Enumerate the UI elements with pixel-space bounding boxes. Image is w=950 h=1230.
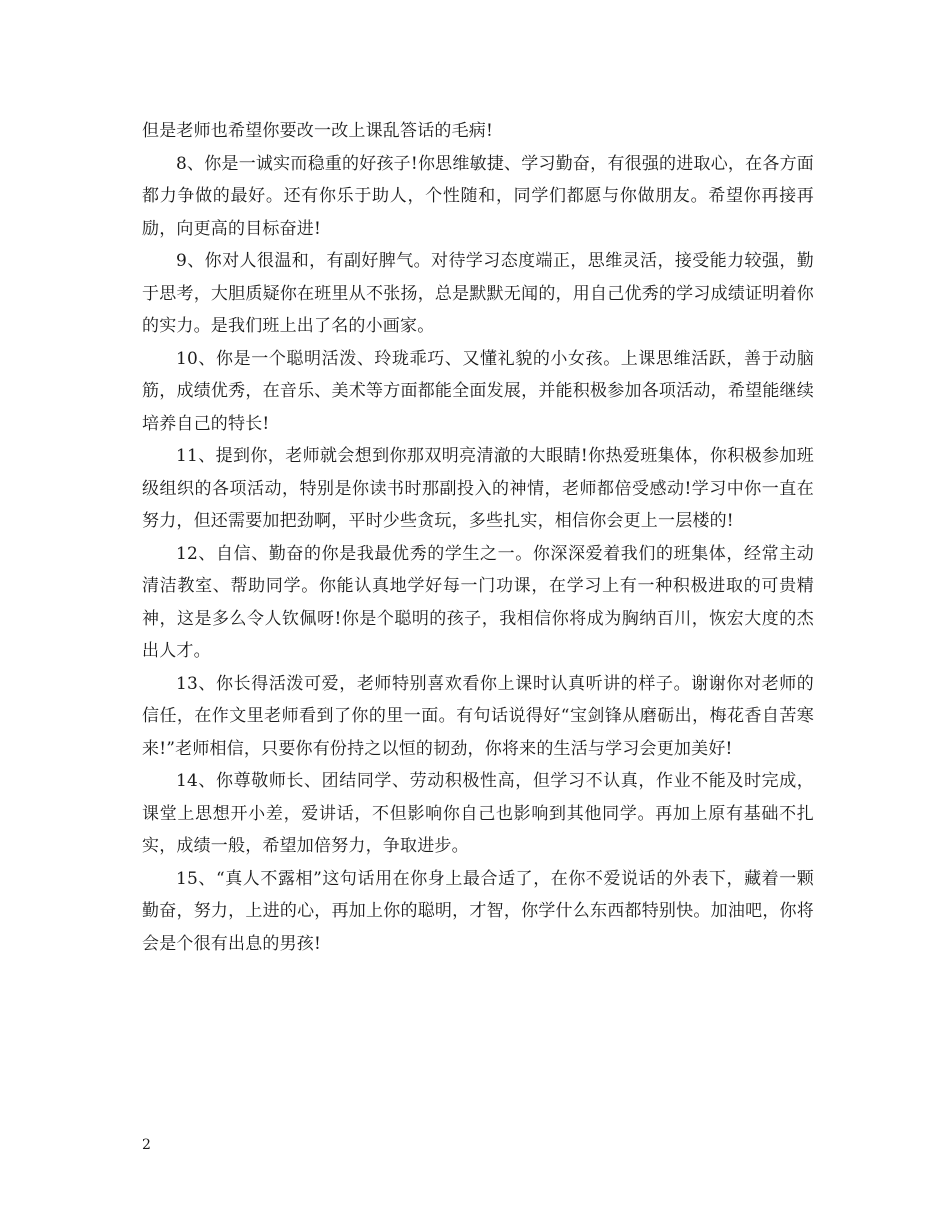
paragraph-comment-9: 9、你对人很温和，有副好脾气。对待学习态度端正，思维灵活，接受能力较强，勤于思考，大胆质疑你在班里从不张扬，总是默默无闻的，用自己优秀的学习成绩证明着你的实力。是我们班上出了名的小画家。 xyxy=(142,251,814,336)
paragraph-comment-13: 13、你长得活泼可爱，老师特别喜欢看你上课时认真听讲的样子。谢谢你对老师的信任，在作文里老师看到了你的里一面。有句话说得好“宝剑锋从磨砺出，梅花香自苦寒来!”老师相信，只要你有份持之以恒的韧劲，你将来的生活与学习会更加美好! xyxy=(142,673,814,759)
paragraph-comment-12: 12、自信、勤奋的你是我最优秀的学生之一。你深深爱着我们的班集体，经常主动清洁教室、帮助同学。你能认真地学好每一门功课，在学习上有一种积极进取的可贵精神，这是多么令人钦佩呀!你是个聪明的孩子，我相信你将成为胸纳百川，恢宏大度的杰出人才。 xyxy=(142,543,814,661)
paragraph-comment-8: 8、你是一诚实而稳重的好孩子!你思维敏捷、学习勤奋，有很强的进取心，在各方面都力争做的最好。还有你乐于助人，个性随和，同学们都愿与你做朋友。希望你再接再励，向更高的目标奋进! xyxy=(142,153,814,239)
paragraph-comment-11: 11、提到你，老师就会想到你那双明亮清澈的大眼睛!你热爱班集体，你积极参加班级组织的各项活动，特别是你读书时那副投入的神情，老师都倍受感动!学习中你一直在努力，但还需要加把劲啊，平时少些贪玩，多些扎实，相信你会更上一层楼的! xyxy=(142,446,814,531)
paragraph-comment-10: 10、你是一个聪明活泼、玲珑乖巧、又懂礼貌的小女孩。上课思维活跃，善于动脑筋，成绩优秀，在音乐、美术等方面都能全面发展，并能积极参加各项活动，希望能继续培养自己的特长! xyxy=(142,348,814,434)
paragraph-comment-14: 14、你尊敬师长、团结同学、劳动积极性高，但学习不认真，作业不能及时完成，课堂上思想开小差，爱讲话，不但影响你自己也影响到其他同学。再加上原有基础不扎实，成绩一般，希望加倍努力，争取进步。 xyxy=(142,771,814,856)
paragraph-comment-15: 15、“真人不露相”这句话用在你身上最合适了，在你不爱说话的外表下，藏着一颗勤奋，努力，上进的心，再加上你的聪明，才智，你学什么东西都特别快。加油吧，你将会是个很有出息的男孩! xyxy=(142,868,814,954)
document-body xyxy=(142,115,814,960)
page-number: 2 xyxy=(142,1137,151,1153)
paragraph-continuation: 但是老师也希望你要改一改上课乱答话的毛病! xyxy=(142,121,494,141)
